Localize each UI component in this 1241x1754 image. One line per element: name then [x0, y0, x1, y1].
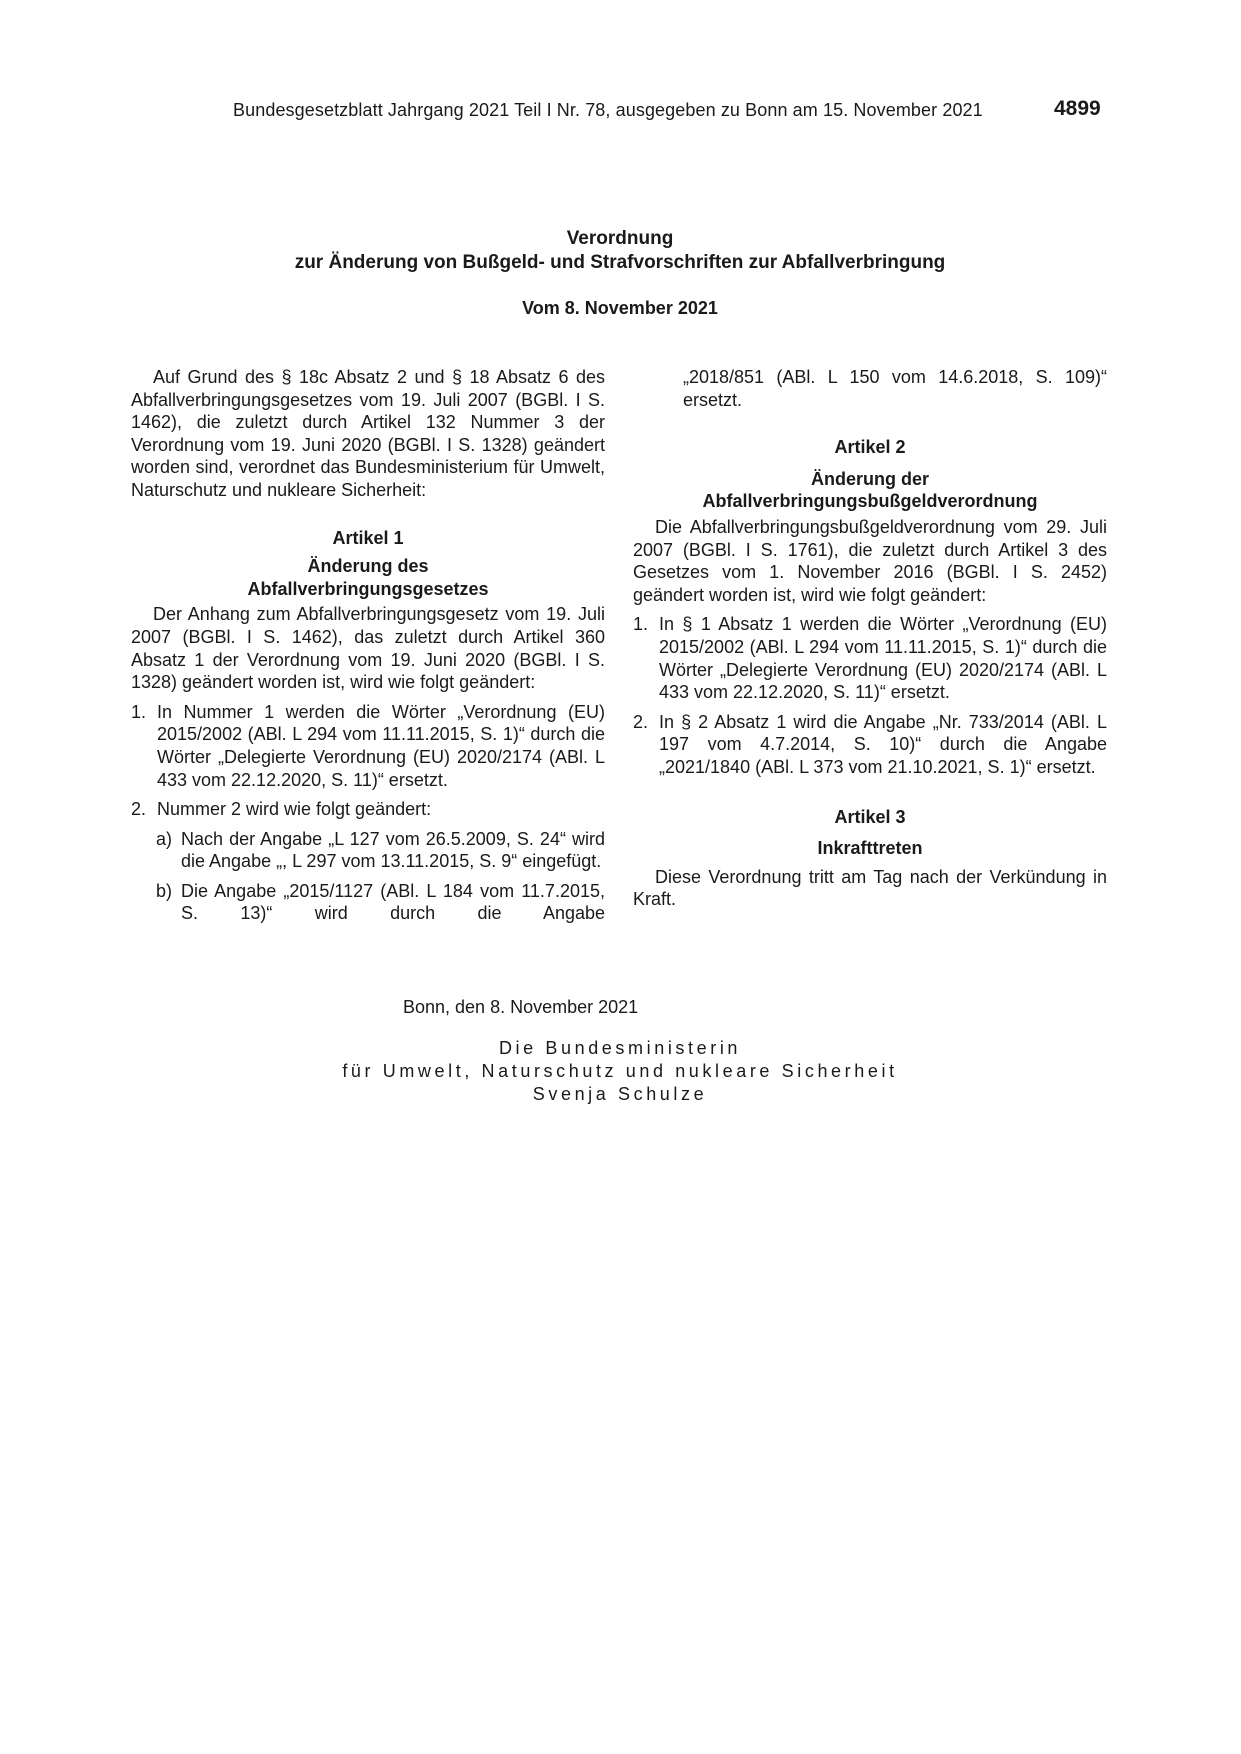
page-number: 4899 — [1054, 97, 1101, 120]
sub-item-text: Die Angabe „2015/1127 (ABl. L 184 vom 11.7.2015, S. 13)“ wird durch die Angabe — [181, 880, 605, 924]
preamble: Auf Grund des § 18c Absatz 2 und § 18 Absatz 6 des Abfallverbringungsgesetzes vom 19. Juli 2007 (BGBl. I S. 1462), die zuletzt durch Artikel 132 Nummer 3 der Verordnung vom 19. Juni 2020 (BGBl. I S. 1328) geändert worden sind, verordnet das Bundesministerium für Umwelt, Naturschutz und nukleare Sicherheit: — [131, 367, 605, 500]
item-text: Nummer 2 wird wie folgt geändert: — [157, 799, 432, 820]
running-head: Bundesgesetzblatt Jahrgang 2021 Teil I Nr. 78, ausgegeben zu Bonn am 15. November 2021 — [233, 100, 983, 120]
article-2-title-line1: Änderung der — [810, 468, 929, 489]
item-text: In Nummer 1 werden die Wörter „Verordnung (EU) 2015/2002 (ABl. L 294 vom 11.11.2015, S. 1)“ durch die Wörter „Delegierte Verordnung (EU) 2020/2174 (ABl. L 433 vom 22.12.2020, S. 11)“ ersetzt. — [157, 701, 605, 790]
place-and-date: Bonn, den 8. November 2021 — [403, 997, 639, 1017]
item-number: 1. — [131, 701, 147, 722]
article-3-text: Diese Verordnung tritt am Tag nach der Verkündung in Kraft. — [633, 866, 1107, 910]
signatory-title-line2: für Umwelt, Naturschutz und nukleare Sicherheit — [342, 1061, 898, 1081]
article-3-label: Artikel 3 — [834, 806, 906, 827]
signatory-name: Svenja Schulze — [532, 1084, 708, 1104]
article-1-title-line2: Abfallverbringungsgesetzes — [247, 578, 489, 599]
article-2-item-2 — [633, 711, 1107, 779]
sub-item-text: Nach der Angabe „L 127 vom 26.5.2009, S. 24“ wird die Angabe „, L 297 vom 13.11.2015, S. 9“ eingefügt. — [181, 828, 605, 872]
left-column — [131, 366, 605, 925]
document-date: Vom 8. November 2021 — [522, 298, 718, 318]
document-subtitle: zur Änderung von Bußgeld- und Strafvorschriften zur Abfallverbringung — [294, 252, 946, 273]
article-2-title-line2: Abfallverbringungsbußgeldverordnung — [702, 491, 1038, 512]
right-column — [633, 366, 1107, 911]
article-1-item-2-a — [131, 828, 605, 873]
article-2-intro: Die Abfallverbringungsbußgeldverordnung vom 29. Juli 2007 (BGBl. I S. 1761), die zuletzt durch Artikel 3 des Gesetzes vom 1. November 2016 (BGBl. I S. 2452) geändert worden ist, wird wie folgt geändert: — [633, 516, 1107, 605]
article-2-item-1 — [633, 613, 1107, 703]
article-1-item-2-b-continued: „2018/851 (ABl. L 150 vom 14.6.2018, S. 109)“ ersetzt. — [683, 367, 1107, 410]
article-1-intro: Der Anhang zum Abfallverbringungsgesetz vom 19. Juli 2007 (BGBl. I S. 1462), das zuletzt durch Artikel 360 Absatz 1 der Verordnung vom 19. Juni 2020 (BGBl. I S. 1328) geändert worden ist, wird wie folgt geändert: — [131, 604, 605, 693]
sub-item-letter: b) — [156, 880, 173, 901]
article-1-title-line1: Änderung des — [307, 556, 429, 577]
item-text: In § 2 Absatz 1 wird die Angabe „Nr. 733/2014 (ABl. L 197 vom 4.7.2014, S. 10)“ durch die Angabe „2021/1840 (ABl. L 373 vom 21.10.2021, S. 1)“ ersetzt. — [659, 711, 1107, 777]
article-3-title: Inkrafttreten — [817, 838, 923, 859]
item-number: 2. — [131, 799, 147, 820]
article-1-item-2 — [131, 798, 605, 821]
article-1-item-2-b — [131, 880, 605, 925]
item-number: 1. — [633, 614, 649, 635]
article-1-item-1 — [131, 701, 605, 791]
article-2-label: Artikel 2 — [834, 437, 906, 458]
article-1-label: Artikel 1 — [332, 527, 404, 548]
item-number: 2. — [633, 711, 649, 732]
sub-item-letter: a) — [156, 828, 173, 849]
item-text: In § 1 Absatz 1 werden die Wörter „Verordnung (EU) 2015/2002 (ABl. L 294 vom 11.11.2015, S. 1)“ durch die Wörter „Delegierte Verordnung (EU) 2020/2174 (ABl. L 433 vom 22.12.2020, S. 11)“ ersetzt. — [659, 614, 1107, 703]
signatory-title-line1: Die Bundesministerin — [498, 1038, 742, 1058]
document-title: Verordnung — [566, 228, 674, 249]
